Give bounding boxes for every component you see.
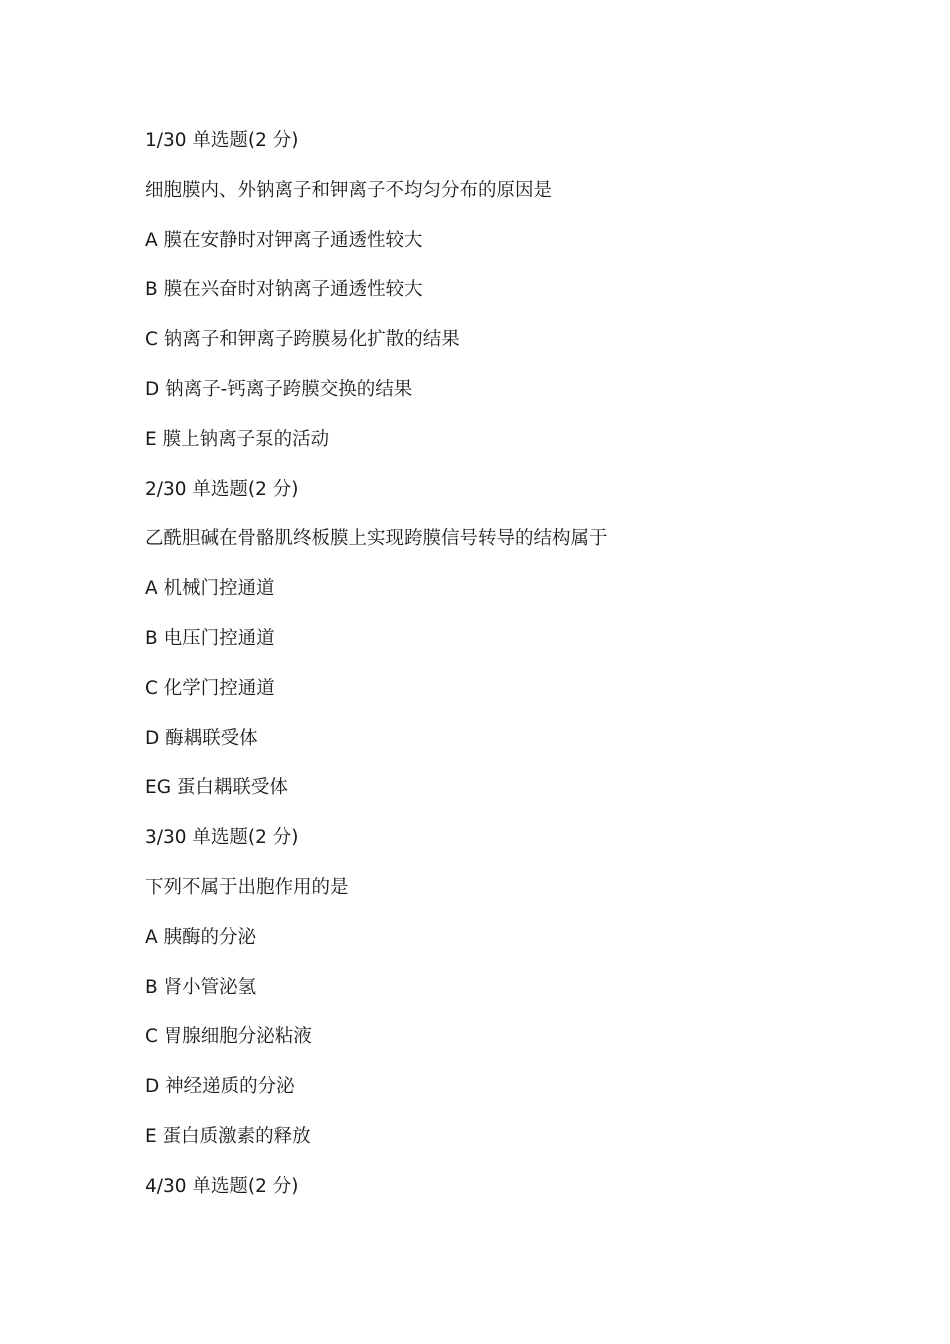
question-2-option-e: EG 蛋白耦联受体 [145,777,288,799]
question-3-option-e: E 蛋白质激素的释放 [145,1125,311,1147]
question-2-option-c: C 化学门控通道 [145,677,275,699]
question-2-option-d: D 酶耦联受体 [145,727,258,749]
question-4-header: 4/30 单选题(2 分) [145,1175,299,1197]
question-3-option-b: B 肾小管泌氢 [145,976,257,998]
question-1-option-a: A 膜在安静时对钾离子通透性较大 [145,229,423,251]
question-1-option-d: D 钠离子-钙离子跨膜交换的结果 [145,378,413,400]
question-1-option-b: B 膜在兴奋时对钠离子通透性较大 [145,279,423,301]
question-1-header: 1/30 单选题(2 分) [145,130,299,151]
question-list [145,128,608,1224]
question-2-option-b: B 电压门控通道 [145,627,275,649]
question-1-option-c: C 钠离子和钾离子跨膜易化扩散的结果 [145,329,460,351]
question-3-stem: 下列不属于出胞作用的是 [145,876,349,898]
question-3-option-a: A 胰酶的分泌 [145,926,257,948]
question-2-stem: 乙酰胆碱在骨骼肌终板膜上实现跨膜信号转导的结构属于 [145,528,608,550]
question-1-option-e: E 膜上钠离子泵的活动 [145,428,330,450]
question-2-header: 2/30 单选题(2 分) [145,478,299,500]
question-3-option-c: C 胃腺细胞分泌粘液 [145,1026,312,1048]
question-3-option-d: D 神经递质的分泌 [145,1076,295,1098]
question-2-option-a: A 机械门控通道 [145,578,275,600]
question-1-stem: 细胞膜内、外钠离子和钾离子不均匀分布的原因是 [145,179,553,201]
question-3-header: 3/30 单选题(2 分) [145,827,299,849]
